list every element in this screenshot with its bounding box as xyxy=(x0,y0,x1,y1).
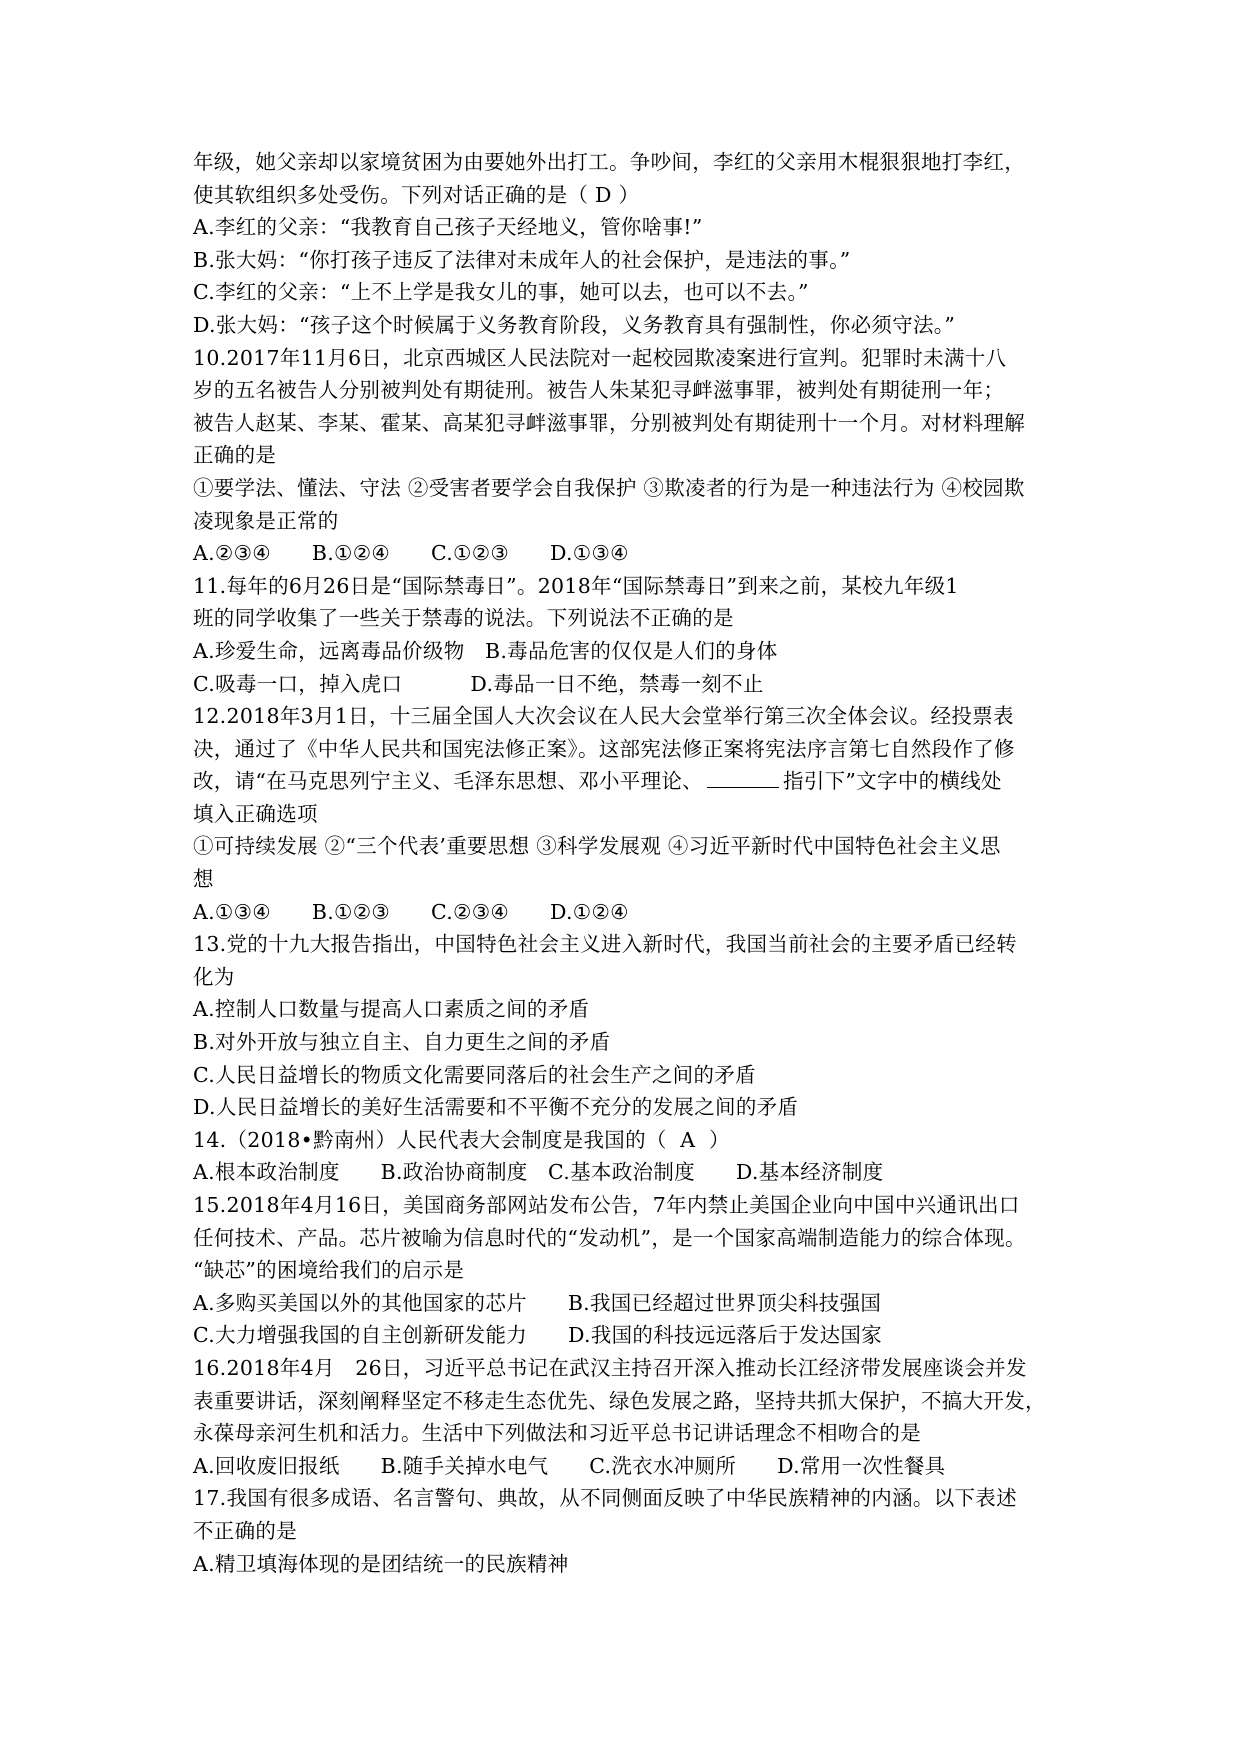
question-17: 17.我国有很多成语、名言警句、典故，从不同侧面反映了中华民族精神的内涵。以下表述 xyxy=(193,1486,1017,1511)
statements: ①要学法、懂法、守法 ②受害者要学会自我保护 ③欺凌者的行为是一种违法行为 ④校园欺 xyxy=(193,475,1025,500)
text-line: 决，通过了《中华人民共和国宪法修正案》。这部宪法修正案将宪法序言第七自然段作了修 xyxy=(193,736,1015,761)
option-d: D.人民日益增长的美好生活需要和不平衡不充分的发展之间的矛盾 xyxy=(193,1095,799,1120)
text-line: “缺芯”的困境给我们的启示是 xyxy=(193,1258,465,1283)
options-row: A.根本政治制度 B.政治协商制度 C.基本政治制度 D.基本经济制度 xyxy=(193,1160,884,1185)
question-11: 11.每年的6月26日是“国际禁毒日”。2018年“国际禁毒日”到来之前，某校九年级1 xyxy=(193,573,959,598)
text-line: 凌现象是正常的 xyxy=(193,508,339,533)
text-line: 岁的五名被告人分别被判处有期徒刑。被告人朱某犯寻衅滋事罪，被判处有期徒刑一年； xyxy=(193,378,1005,403)
options-row: C.吸毒一口，掉入虎口 D.毒品一日不绝，禁毒一刻不止 xyxy=(193,671,764,696)
text-line: 任何技术、产品。芯片被喻为信息时代的“发动机”，是一个国家高端制造能力的综合体现。 xyxy=(193,1225,1026,1250)
text-line: 填入正确选项 xyxy=(193,801,318,826)
text-segment: 指引下”文字中的横线处 xyxy=(782,769,1002,794)
option-a: A.控制人口数量与提高人口素质之间的矛盾 xyxy=(193,997,590,1022)
text-line: 使其软组织多处受伤。下列对话正确的是（ D ） xyxy=(193,182,640,207)
options-row: A.①③④ B.①②③ C.②③④ D.①②④ xyxy=(193,899,629,924)
text-segment: 改，请“在马克思列宁主义、毛泽东思想、邓小平理论、 xyxy=(193,769,703,794)
text-line: 化为 xyxy=(193,964,235,989)
options-row: A.回收废旧报纸 B.随手关掉水电气 C.洗衣水冲厕所 D.常用一次性餐具 xyxy=(193,1453,946,1478)
option-c: C.人民日益增长的物质文化需要同落后的社会生产之间的矛盾 xyxy=(193,1062,756,1087)
text-line: 永葆母亲河生机和活力。生活中下列做法和习近平总书记讲话理念不相吻合的是 xyxy=(193,1421,921,1446)
fill-in-blank xyxy=(707,769,779,788)
document-page xyxy=(193,146,1063,1580)
option-c: C.李红的父亲：“上不上学是我女儿的事，她可以去，也可以不去。” xyxy=(193,280,809,305)
question-13: 13.党的十九大报告指出，中国特色社会主义进入新时代，我国当前社会的主要矛盾已经转 xyxy=(193,932,1017,957)
question-16: 16.2018年4月 26日，习近平总书记在武汉主持召开深入推动长江经济带发展座谈会并发 xyxy=(193,1355,1027,1380)
option-a: A.精卫填海体现的是团结统一的民族精神 xyxy=(193,1551,569,1576)
text-line: 表重要讲话，深刻阐释坚定不移走生态优先、绿色发展之路，坚持共抓大保护，不搞大开发， xyxy=(193,1388,1046,1413)
options-row: A.②③④ B.①②④ C.①②③ D.①③④ xyxy=(193,541,629,566)
text-line: 班的同学收集了一些关于禁毒的说法。下列说法不正确的是 xyxy=(193,606,734,631)
text-line: 年级，她父亲却以家境贫困为由要她外出打工。争吵间，李红的父亲用木棍狠狠地打李红， xyxy=(193,150,1025,174)
text-line-with-blank xyxy=(193,765,1063,798)
options-row: C.大力增强我国的自主创新研发能力 D.我国的科技远远落后于发达国家 xyxy=(193,1323,882,1348)
options-row: A.多购买美国以外的其他国家的芯片 B.我国已经超过世界顶尖科技强国 xyxy=(193,1290,882,1315)
option-a: A.李红的父亲：“我教育自己孩子天经地义，管你啥事!” xyxy=(193,215,703,240)
text-line: 被告人赵某、李某、霍某、高某犯寻衅滋事罪，分别被判处有期徒刑十一个月。对材料理解 xyxy=(193,410,1025,435)
question-10: 10.2017年11月6日，北京西城区人民法院对一起校园欺凌案进行宣判。犯罪时未满十八 xyxy=(193,345,1007,370)
option-b: B.张大妈：“你打孩子违反了法律对未成年人的社会保护，是违法的事。” xyxy=(193,247,851,272)
statements: ①可持续发展 ②“三个代表’重要思想 ③科学发展观 ④习近平新时代中国特色社会主义思 xyxy=(193,834,1001,859)
text-line: 想 xyxy=(193,867,214,892)
text-line: 不正确的是 xyxy=(193,1518,297,1543)
text-line: 正确的是 xyxy=(193,443,277,468)
option-d: D.张大妈：“孩子这个时候属于义务教育阶段，义务教育具有强制性，你必须守法。” xyxy=(193,312,956,337)
question-12: 12.2018年3月1日，十三届全国人大次会议在人民大会堂举行第三次全体会议。经投票表 xyxy=(193,704,1014,729)
option-b: B.对外开放与独立自主、自力更生之间的矛盾 xyxy=(193,1030,611,1055)
question-15: 15.2018年4月16日，美国商务部网站发布公告，7年内禁止美国企业向中国中兴通讯出口 xyxy=(193,1193,1020,1217)
options-row: A.珍爱生命，远离毒品价级物 B.毒品危害的仅仅是人们的身体 xyxy=(193,638,778,663)
question-14: 14.（2018•黔南州）人民代表大会制度是我国的（ A ） xyxy=(193,1127,730,1152)
